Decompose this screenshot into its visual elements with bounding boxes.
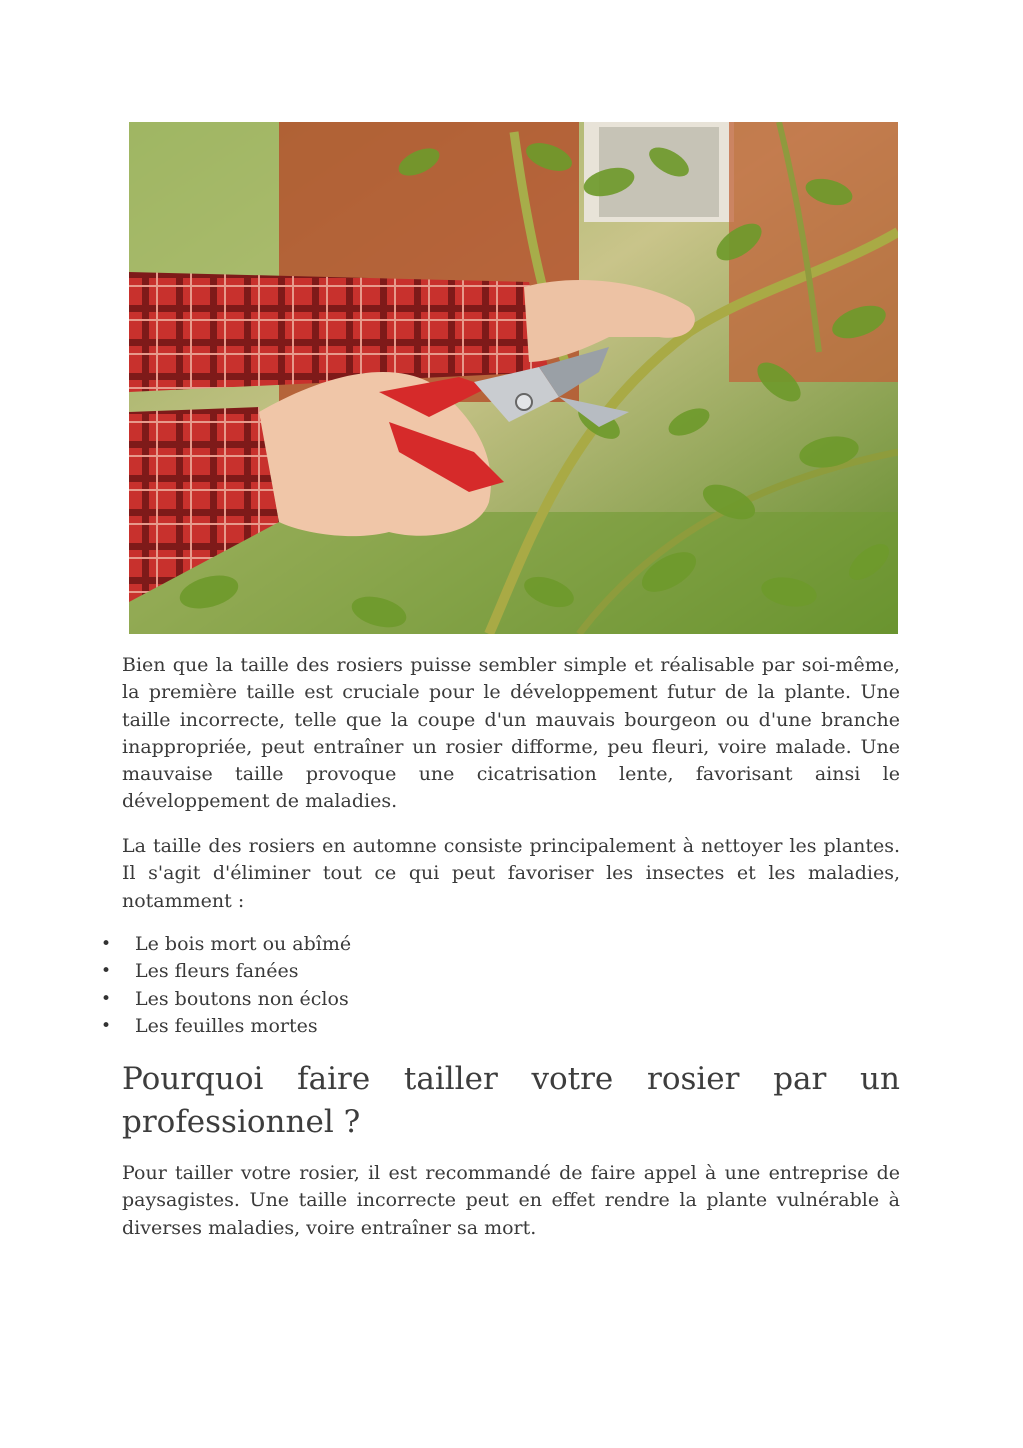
autumn-paragraph: La taille des rosiers en automne consiste principalement à nettoyer les plantes. Il s'agit d'éliminer tout ce qui peut favoriser les insectes et les maladies, notamment :	[122, 835, 900, 912]
list-item: • Le bois mort ou abîmé	[98, 931, 351, 958]
pruning-list	[98, 931, 351, 1040]
bullet-icon: •	[101, 961, 112, 982]
rose-pruning-illustration	[129, 122, 898, 634]
rose-pruning-photo	[129, 122, 898, 634]
list-item: • Les boutons non éclos	[98, 986, 351, 1013]
list-item: • Les fleurs fanées	[98, 958, 351, 985]
professional-paragraph: Pour tailler votre rosier, il est recommandé de faire appel à une entreprise de paysagistes. Une taille incorrecte peut en effet rendre la plante vulnérable à diverses maladies, voire entraîner sa mort.	[122, 1162, 900, 1239]
list-item: • Les feuilles mortes	[98, 1013, 351, 1040]
bullet-icon: •	[101, 934, 112, 954]
bullet-icon: •	[101, 988, 112, 1009]
intro-paragraph: Bien que la taille des rosiers puisse sembler simple et réalisable par soi-même, la première taille est cruciale pour le développement futur de la plante. Une taille incorrecte, telle que la coupe d'un mauvais bourgeon ou d'une branche inappropriée, peut entraîner un rosier difforme, peu fleuri, voire malade. Une mauvaise taille provoque une cicatrisation lente, favorisant ainsi le développement de maladies.	[122, 654, 900, 813]
section-heading: Pourquoi faire tailler votre rosier par un professionnel ?	[122, 1061, 900, 1140]
bullet-icon: •	[101, 1015, 112, 1036]
